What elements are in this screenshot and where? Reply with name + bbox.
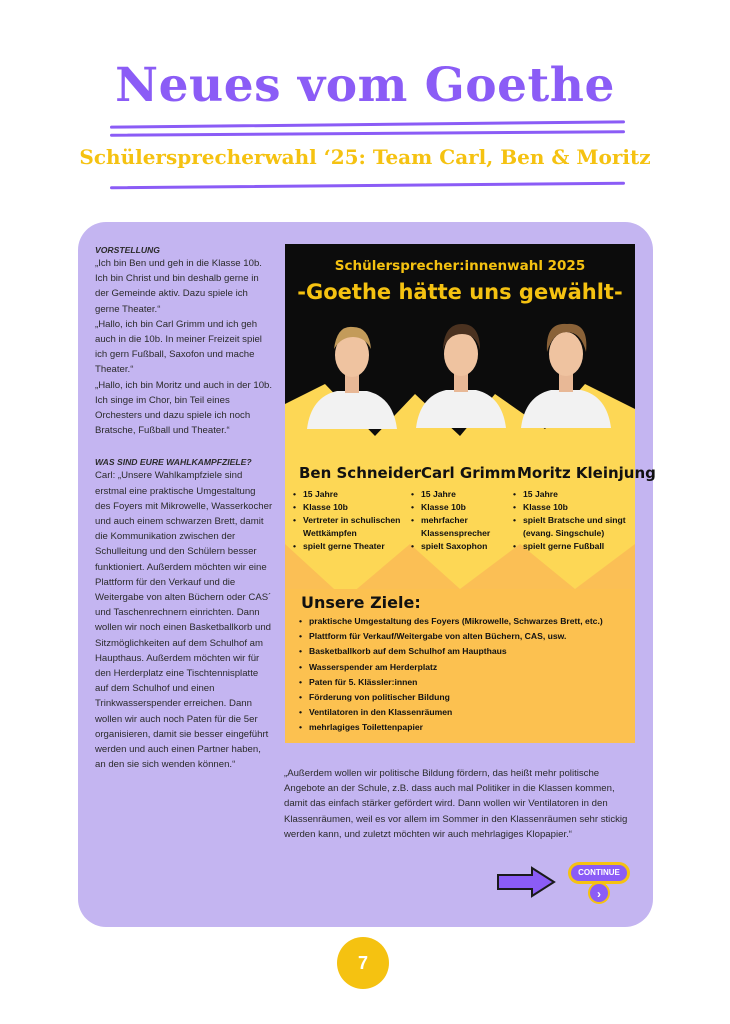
list-item: • spielt gerne Fußball: [513, 540, 631, 553]
list-item: • Paten für 5. Klässler:innen: [299, 675, 603, 690]
candidate-facts-ben: [293, 488, 405, 553]
goals-heading: WAS SIND EURE WAHLKAMPFZIELE?: [95, 457, 252, 468]
candidate-name: Carl Grimm: [421, 464, 517, 482]
page-number: 7: [337, 937, 389, 989]
intro-heading: VORSTELLUNG: [95, 245, 160, 255]
list-item: • mehrfacher Klassensprecher: [411, 514, 511, 540]
subtitle-rule-bottom: [110, 182, 625, 189]
list-item: • Vertreter in schulischen Wettkämpfen: [293, 514, 405, 540]
page-subtitle: Schülersprecherwahl ‘25: Team Carl, Ben & Moritz: [79, 145, 651, 169]
intro-paragraph: „Hallo, ich bin Carl Grimm und ich geh auch in die 10b. In meiner Freizeit spiel ich gern Fußball, Saxofon und mache Theater.“: [95, 318, 262, 376]
intro-paragraph: „Hallo, ich bin Moritz und auch in der 10b. Ich singe im Chor, bin Teil eines Orchesters und dazu spiele ich noch Bratsche, Fußball und Theater.“: [95, 379, 273, 437]
candidate-facts-moritz: [513, 488, 631, 553]
list-item: • 15 Jahre: [411, 488, 511, 501]
list-item: • Klasse 10b: [513, 501, 631, 514]
campaign-poster: [285, 244, 656, 743]
list-item: • Klasse 10b: [411, 501, 511, 514]
list-item: • Basketballkorb auf dem Schulhof am Haupthaus: [299, 644, 603, 659]
arrow-right-icon[interactable]: [496, 866, 556, 898]
candidate-photo-carl: [416, 318, 506, 428]
list-item: • Plattform für Verkauf/Weitergabe von alten Büchern, CAS, usw.: [299, 629, 603, 644]
poster-slogan: -Goethe hätte uns gewählt-: [297, 280, 623, 304]
chevron-right-icon: ›: [588, 882, 610, 904]
subtitle-rule-top: [110, 130, 625, 137]
list-item: • spielt Saxophon: [411, 540, 511, 553]
list-item: • praktische Umgestaltung des Foyers (Mikrowelle, Schwarzes Brett, etc.): [299, 614, 603, 629]
goals-paragraph: Carl: „Unsere Wahlkampfziele sind erstmal eine praktische Umgestaltung des Foyers mit Mikrowelle, Wasserkocher und auch einem schwarzen Brett, damit die Kommunikation zwischen der Schulleitung und den Schülern besser funktioniert. Außerdem möchten wir eine Plattform für den Verkauf und die Weitergabe von alten Büchern oder CAS´ und Taschenrechnern einrichten. Dann wollen wir noch einen Basketballkorb und Sitzmöglichkeiten auf dem Schulhof am Haupthaus. Außerdem möchten wir für den Herderplatz eine Tischtennisplatte auf dem Schulhof und einen Trinkwasserspender erreichen. Dann wollen wir auch noch Paten für die 5er organisieren, damit sie besser eingeführt werden und auch einen Partner haben, an den sie sich wenden können.“: [95, 470, 273, 771]
list-item: • Wasserspender am Herderplatz: [299, 660, 603, 675]
intro-paragraph: „Ich bin Ben und geh in die Klasse 10b. Ich bin Christ und bin deshalb gerne in der Gemeinde aktiv. Dazu spiele ich gerne Theater.“: [95, 258, 262, 315]
continue-pill: [568, 862, 630, 884]
list-item: • spielt gerne Theater: [293, 540, 405, 553]
candidate-name: Ben Schneider: [299, 464, 422, 482]
list-item: • Klasse 10b: [293, 501, 405, 514]
poster-goals-title: Unsere Ziele:: [301, 593, 421, 612]
list-item: • 15 Jahre: [513, 488, 631, 501]
candidate-photo-ben: [307, 319, 397, 429]
title-underline: [110, 120, 625, 128]
candidate-photo-moritz: [521, 318, 611, 428]
poster-headline: Schülersprecher:innenwahl 2025: [334, 258, 586, 274]
candidate-facts-carl: [411, 488, 511, 553]
poster-goals-list: [299, 614, 603, 736]
continue-label: CONTINUE: [571, 865, 627, 881]
list-item: • spielt Bratsche und singt (evang. Singschule): [513, 514, 631, 540]
interview-column: [95, 244, 273, 773]
list-item: • 15 Jahre: [293, 488, 405, 501]
list-item: • Ventilatoren in den Klassenräumen: [299, 705, 603, 720]
page-title: Neues vom Goethe: [115, 58, 615, 113]
quote-paragraph: „Außerdem wollen wir politische Bildung fördern, das heißt mehr politische Angebote an der Schule, z.B. dass auch mal Politiker in die Klassen kommen, damit das einfach stärker gefördert wird. Dann wollen wir Ventilatoren in den Klassenräumen, weil es vor allem im Sommer in den Klassenräumen sehr stickig werden kann, und zuletzt möchten wir auch mehrlagiges Klopapier.“: [284, 768, 628, 840]
list-item: • Förderung von politischer Bildung: [299, 690, 603, 705]
candidate-name: Moritz Kleinjung: [517, 464, 656, 482]
list-item: • mehrlagiges Toilettenpapier: [299, 720, 603, 735]
continue-button[interactable]: [568, 862, 630, 906]
